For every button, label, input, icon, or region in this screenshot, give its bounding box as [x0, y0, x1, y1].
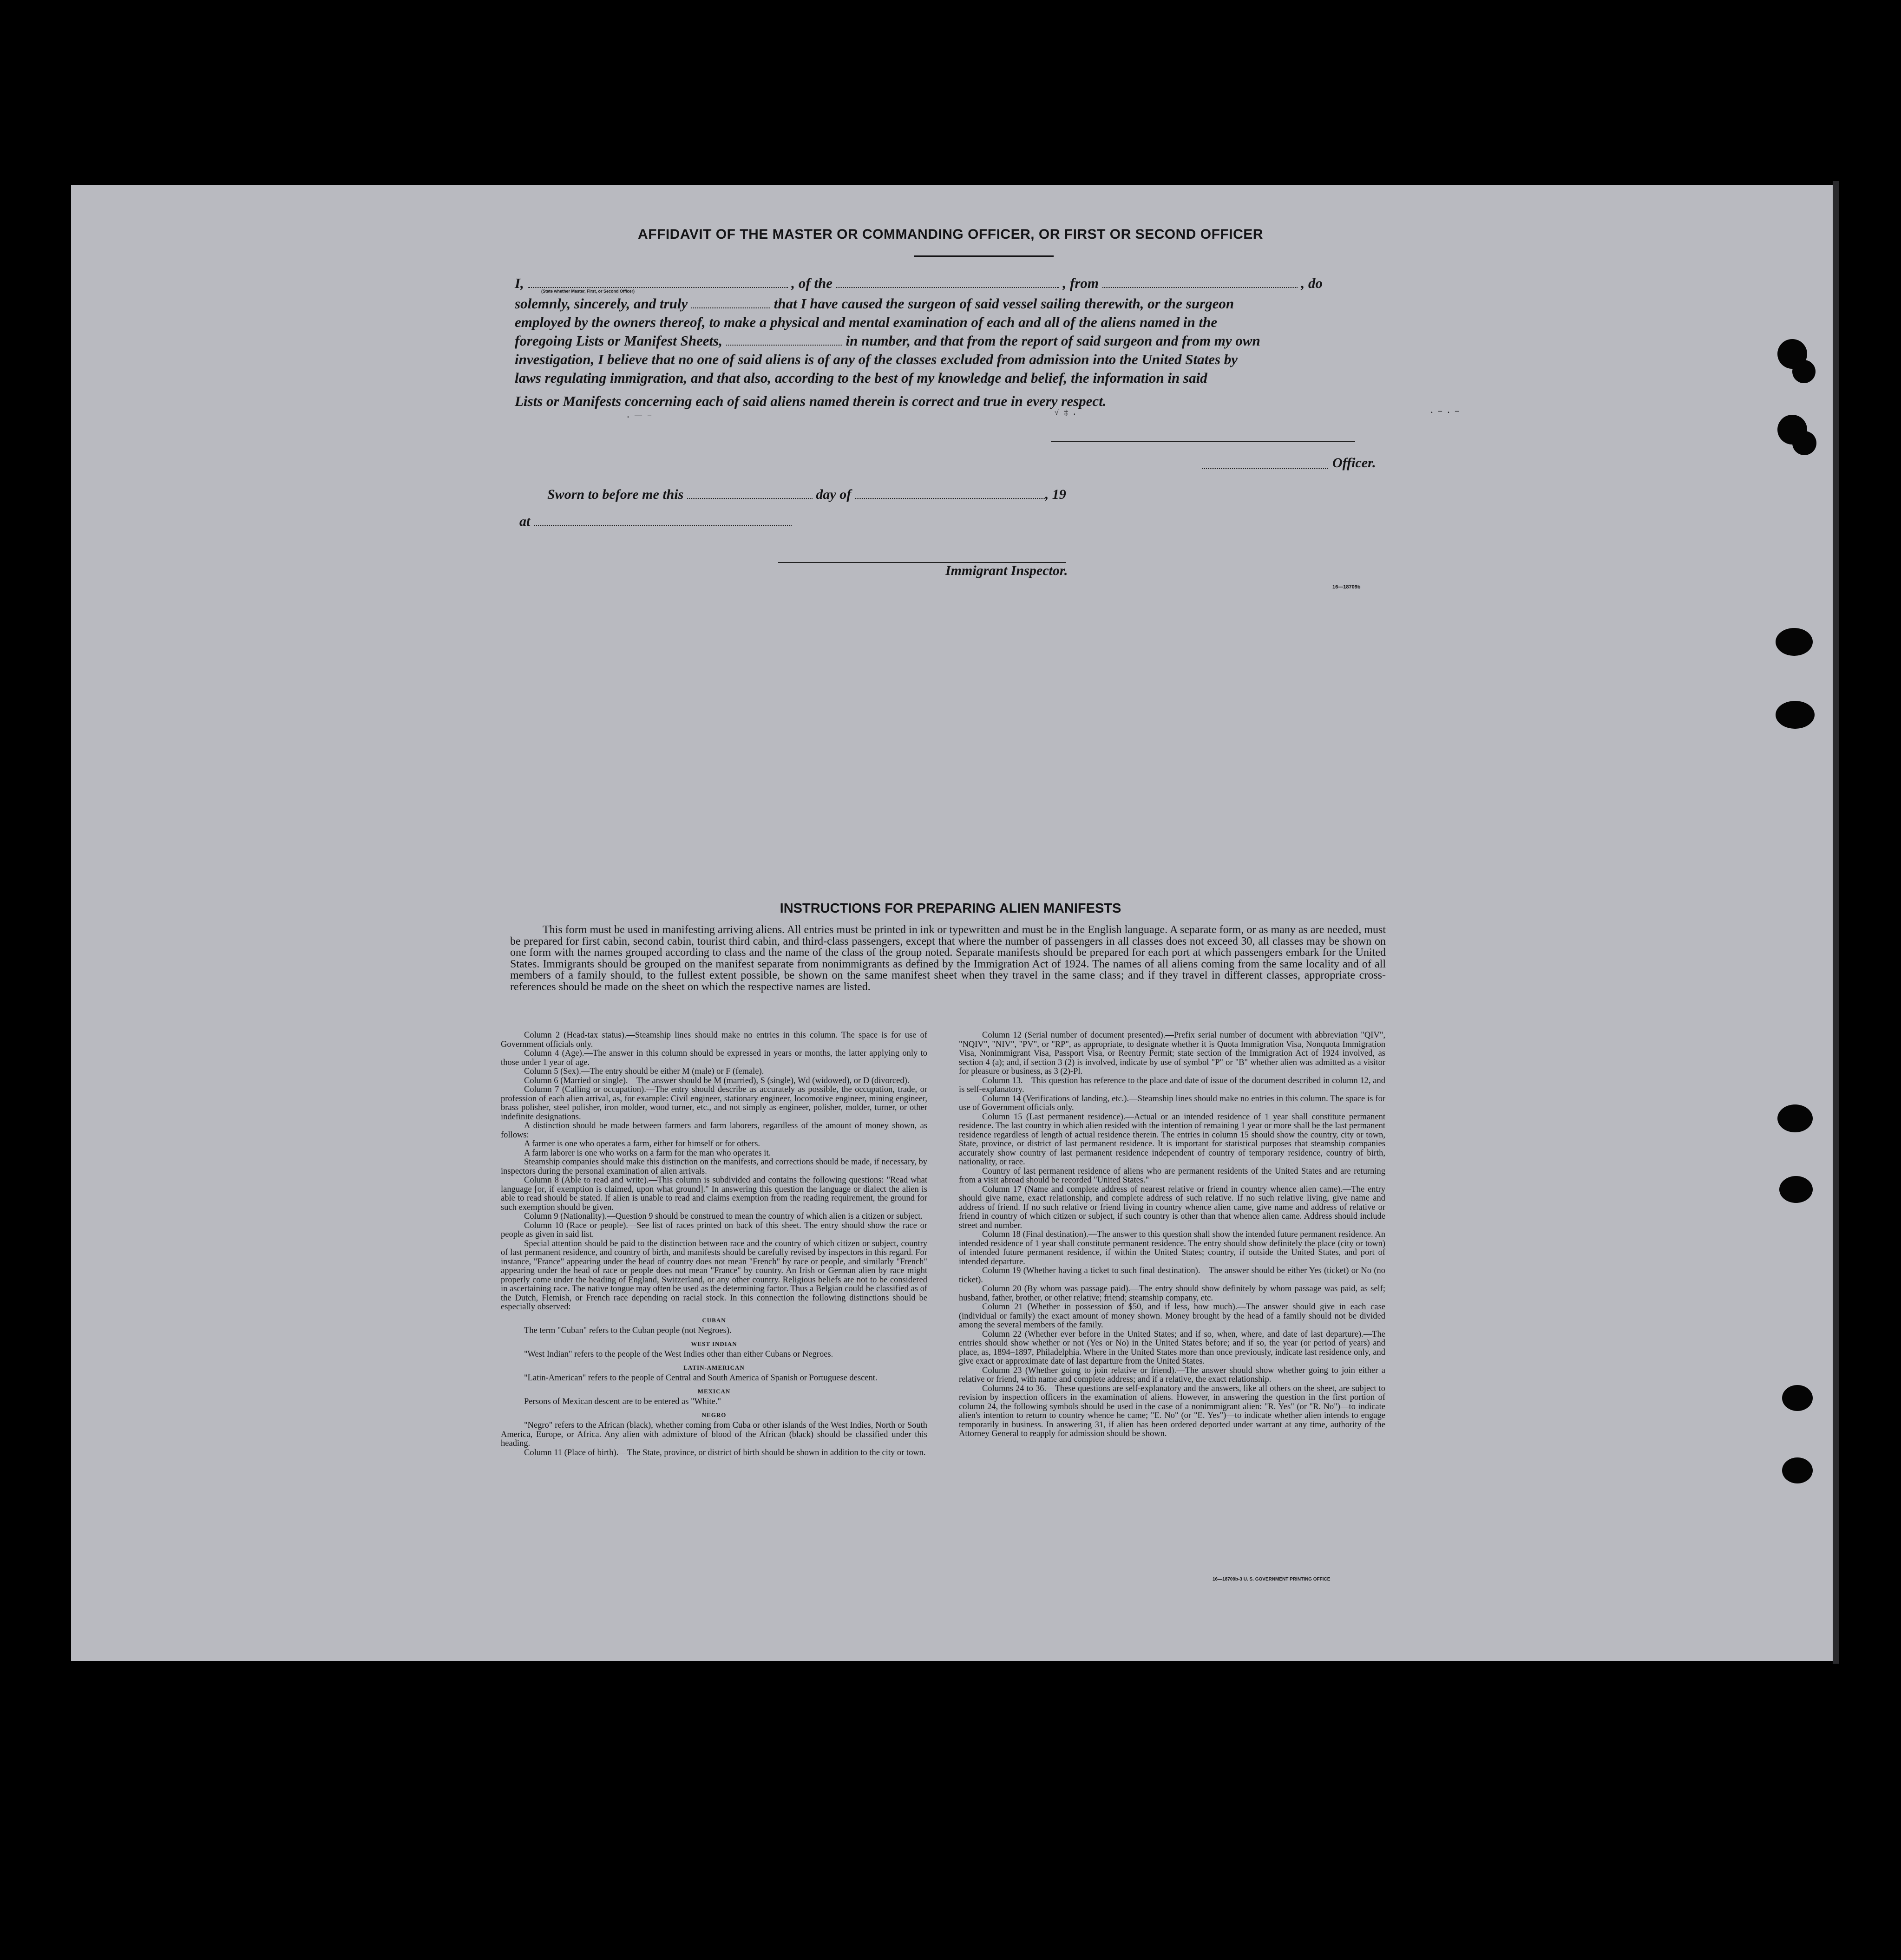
punch-hole	[1782, 1385, 1813, 1411]
race-definition: "Latin-American" refers to the people of Central and South America of Spanish or Portuguese descent.	[524, 1373, 878, 1383]
instruction-paragraph: Column 19 (Whether having a ticket to such final destination).—The answer should be either Yes (ticket) or No (no ticket).	[959, 1266, 1385, 1285]
text-do: , do	[1301, 275, 1323, 291]
punch-hole	[1792, 431, 1816, 455]
text-of-the: , of the	[791, 275, 833, 291]
punch-hole	[1779, 1176, 1813, 1203]
text-i: I,	[515, 275, 524, 291]
affidavit-line-1	[515, 275, 1383, 292]
officer-title-line[interactable]	[1202, 468, 1328, 469]
instruction-paragraph: Column 4 (Age).—The answer in this column should be expressed in years or months, the latter applying only to those under 1 year of age.	[501, 1049, 927, 1067]
instruction-paragraph: Columns 24 to 36.—These questions are self-explanatory and the answers, like all others on the sheet, are subject to revision by inspection officers in the examination of aliens. However, in answering the question in the first portion of column 24, the following symbols should be used in the case of a nonimmigrant alien: "R. Yes" (or "R. No")—to indicate alien's intention to return to country whence he came; "E. No" (or "E. Yes")—to indicate whether alien intends to engage temporarily in business. In answering 31, if alien has been ordered deported under warrant at any time, authority of the Attorney General to reapply for admission should be shown.	[959, 1384, 1385, 1438]
affidavit-title: AFFIDAVIT OF THE MASTER OR COMMANDING OFFICER, OR FIRST OR SECOND OFFICER	[638, 227, 1263, 242]
instruction-paragraph: Column 20 (By whom was passage paid).—The entry should show definitely by whom passage was paid, as self; husband, father, brother, or other relative; friend; steamship company, etc.	[959, 1284, 1385, 1303]
affidavit-line-6: laws regulating immigration, and that also, according to the best of my knowledge and belief, the information in said	[515, 370, 1207, 386]
ink-marks: . — ‒	[627, 412, 653, 419]
instruction-paragraph: Column 14 (Verifications of landing, etc.).—Steamship lines should make no entries in this column. The space is for use of Government officials only.	[959, 1094, 1385, 1112]
printing-office-footer: 16—18709b-3 U. S. GOVERNMENT PRINTING OFFICE	[1213, 1577, 1331, 1582]
instruction-paragraph: A farm laborer is one who works on a farm for the man who operates it.	[524, 1148, 771, 1158]
race-heading: WEST INDIAN	[691, 1340, 737, 1347]
instruction-paragraph: Column 21 (Whether in possession of $50, and if less, how much).—The answer should give in each case (individual or family) the exact amount of money shown. Money brought by the head of a family should not be divided among the several members of the family.	[959, 1302, 1385, 1330]
instruction-paragraph: Country of last permanent residence of aliens who are permanent residents of the United States and are returning from a visit abroad should be recorded "United States."	[959, 1166, 1385, 1185]
affidavit-line-5: investigation, I believe that no one of said aliens is of any of the classes excluded from admission into the United States by	[515, 351, 1238, 367]
officer-rank-field[interactable]	[528, 287, 788, 288]
vessel-name-field[interactable]	[836, 287, 1059, 288]
instruction-paragraph: Column 5 (Sex).—The entry should be either M (male) or F (female).	[524, 1067, 764, 1076]
at-line	[519, 514, 792, 529]
line-text: , 19	[1045, 487, 1066, 502]
punch-hole	[1792, 360, 1816, 383]
instructions-intro: This form must be used in manifesting arriving aliens. All entries must be printed in ink or typewritten and must be in the English language. A separate form, or as many as are needed, must be prepared for first cabin, second cabin, tourist third cabin, and third-class passengers, except that where the number of passengers in all classes does not exceed 30, all classes may be shown on one form with the names grouped according to class and the name of the class of the group noted. Separate manifests should be prepared for each port at which passengers embark for the United States. Immigrants should be grouped on the manifest separate from nonimmigrants as defined by the Immigration Act of 1924. The names of all aliens coming from the same locality and of all members of a family should, to the fullest extent possible, be shown on the same manifest sheet when they travel in the same class; and if they travel in different classes, appropriate cross-references should be made on the sheet on which the respective names are listed.	[510, 924, 1386, 993]
sworn-line	[547, 487, 1066, 503]
punch-hole	[1776, 701, 1815, 729]
instruction-paragraph: Steamship companies should make this distinction on the manifests, and corrections should be made, if necessary, by inspectors during the personal examination of alien arrivals.	[501, 1157, 927, 1176]
text-from: , from	[1062, 275, 1099, 291]
punch-hole	[1777, 1104, 1813, 1132]
line-text: in number, and that from the report of said surgeon and from my own	[846, 333, 1260, 349]
instruction-paragraph: A farmer is one who operates a farm, either for himself or for others.	[524, 1139, 760, 1149]
instruction-paragraph: Column 6 (Married or single).—The answer should be M (married), S (single), Wd (widowed), or D (divorced).	[524, 1076, 910, 1085]
sheet-count-field[interactable]	[726, 344, 842, 346]
sworn-month-field[interactable]	[855, 497, 1045, 499]
affidavit-line-4	[515, 333, 1383, 349]
affidavit-line-7: Lists or Manifests concerning each of said aliens named therein is correct and true in every respect.	[515, 393, 1107, 409]
port-from-field[interactable]	[1102, 287, 1298, 288]
instruction-paragraph: Column 23 (Whether going to join relative or friend).—The answer should show whether going to join either a relative or friend, with name and complete address; and if a relative, the exact relationship.	[959, 1365, 1385, 1384]
instruction-paragraph: Column 2 (Head-tax status).—Steamship lines should make no entries in this column. The space is for use of Government officials only.	[501, 1031, 927, 1049]
ink-marks: √ ‡ .	[1055, 409, 1077, 417]
instruction-paragraph: Special attention should be paid to the distinction between race and the country of which citizen or subject, country of last permanent residence, and country of birth, and manifests should be carefully revised by inspectors in this regard. For instance, "France" appearing under the head of country does not mean "French" by race or people, and similarly "French" appearing under the head of race or people does not mean "France" by country. An Irish or German alien by race might properly come under the heading of England, Switzerland, or any other country. Religious beliefs are not to be considered in ascertaining race. The native tongue may often be used as the determining factor. Thus a Belgian could be classified as of the Dutch, Flemish, or French race depending on racial stock. In this connection the following distinctions should be especially observed:	[501, 1239, 927, 1312]
instruction-paragraph: Column 7 (Calling or occupation).—The entry should describe as accurately as possible, the occupation, trade, or profession of each alien arrival, as, for example: Civil engineer, stationary engineer, locomotive engineer, mining engineer, brass polisher, steel polisher, iron molder, wood turner, etc., and not simply as engineer, polisher, molder, turner, or other indefinite designations.	[501, 1085, 927, 1122]
race-definition: "Negro" refers to the African (black), whether coming from Cuba or other islands of the West Indies, North or South America, Europe, or Africa. Any alien with admixture of blood of the African (black) should be classified under this heading.	[501, 1421, 927, 1448]
officer-rank-note: (State whether Master, First, or Second Officer)	[541, 289, 635, 294]
race-heading: LATIN-AMERICAN	[683, 1364, 745, 1371]
instructions-right-column	[959, 1031, 1385, 1439]
race-heading: MEXICAN	[697, 1387, 731, 1395]
instruction-paragraph: Column 15 (Last permanent residence).—Actual or an intended residence of 1 year shall constitute permanent residence. The last country in which alien resided with the intention of remaining 1 year or more shall be the last permanent residence regardless of length of actual residence therein. The entries in column 15 should show the country, city or town, State, province, or district of last permanent residence. It is important for statistical purposes that steamship companies accurately show country of last permanent residence independent of country of temporary residence, country of birth, nationality, or race.	[959, 1112, 1385, 1167]
form-number: 16—18709b	[1332, 584, 1361, 590]
affidavit-line-2	[515, 295, 1383, 312]
race-heading: NEGRO	[701, 1411, 727, 1418]
sworn-place-field[interactable]	[534, 524, 792, 526]
instruction-paragraph: Column 17 (Name and complete address of nearest relative or friend in country whence alien came).—The entry should give name, exact relationship, and complete address of such relative. If no such relative living, give name and address of friend. If no such relative or friend living in country whence alien came, give name and address of relative or friend in country of which citizen or subject, if such country is other than that whence alien came. Address should include street and number.	[959, 1184, 1385, 1230]
instruction-paragraph: Column 10 (Race or people).—See list of races printed on back of this sheet. The entry should show the race or people as given in said list.	[501, 1221, 927, 1239]
instructions-left-column	[501, 1031, 927, 1457]
punch-hole	[1776, 628, 1813, 656]
instruction-paragraph: Column 11 (Place of birth).—The State, province, or district of birth should be shown in addition to the city or town.	[524, 1448, 926, 1457]
line-text: at	[519, 514, 531, 529]
instruction-paragraph: Column 12 (Serial number of document presented).—Prefix serial number of document with abbreviation "QIV", "NQIV", "NIV", "PV", or "RP", as appropriate, to designate whether it is Quota Immigration Visa, Nonquota Immigration Visa, Nonimmigrant Visa, Passport Visa, or Reentry Permit; state section of the Immigration Act of 1924 involved, as section 4 (a); and, if section 3 (2) is involved, indicate by use of symbol "P" or "B" whether alien was admitted as a visitor for pleasure or business, as 3 (2)-Pl.	[959, 1031, 1385, 1076]
punch-hole	[1782, 1457, 1813, 1483]
sworn-day-field[interactable]	[687, 497, 813, 499]
line-text: solemnly, sincerely, and truly	[515, 295, 688, 312]
instruction-paragraph: Column 8 (Able to read and write).—This column is subdivided and contains the following questions: "Read what language [or, if exemption is claimed, upon what ground]." In answering this question the language or dialect the alien is able to read should be stated. If alien is unable to read and claims exemption from the reading requirement, the ground for such exemption should be given.	[501, 1176, 927, 1212]
race-definition: "West Indian" refers to the people of the West Indies other than either Cubans or Negroes.	[524, 1350, 833, 1359]
line-text: day of	[816, 487, 852, 502]
instruction-paragraph: Column 13.—This question has reference to the place and date of issue of the document described in column 12, and is self-explanatory.	[959, 1076, 1385, 1094]
line-text: foregoing Lists or Manifest Sheets,	[515, 333, 722, 349]
officer-label: Officer.	[1332, 455, 1376, 470]
instruction-paragraph: Column 18 (Final destination).—The answer to this question shall show the intended future permanent residence. An intended residence of 1 year shall constitute permanent residence. The entry should show definitely the place (city or town) of intended future permanent residence, if within the United States; country, if outside the United States, and port of intended departure.	[959, 1230, 1385, 1267]
race-definition: The term "Cuban" refers to the Cuban people (not Negroes).	[524, 1326, 732, 1335]
inspector-label: Immigrant Inspector.	[945, 563, 1068, 578]
sheet-edge	[1833, 181, 1839, 1664]
line-text: Sworn to before me this	[547, 487, 684, 502]
instruction-paragraph: A distinction should be made between farmers and farm laborers, regardless of the amount of money shown, as follows:	[501, 1121, 927, 1140]
line-text: that I have caused the surgeon of said vessel sailing therewith, or the surgeon	[774, 295, 1234, 312]
race-heading: CUBAN	[702, 1316, 726, 1324]
affidavit-line-3: employed by the owners thereof, to make a physical and mental examination of each and all of the aliens named in the	[515, 314, 1218, 330]
instructions-title: INSTRUCTIONS FOR PREPARING ALIEN MANIFESTS	[780, 901, 1121, 916]
instruction-paragraph: Column 9 (Nationality).—Question 9 should be construed to mean the country of which alien is a citizen or subject.	[524, 1212, 923, 1221]
ink-marks: . ‒ . ‒	[1431, 407, 1461, 415]
instruction-paragraph: Column 22 (Whether ever before in the United States; and if so, when, where, and date of last departure).—The entries should show whether or not (Yes or No) in the United States before; and if so, the year (or period of years) and place, as, 1894–1897, Philadelphia. Where in the United States more than once previously, indicate last residence only, and give exact or approximate date of last departure from the United States.	[959, 1329, 1385, 1366]
oath-field[interactable]	[691, 307, 770, 308]
race-definition: Persons of Mexican descent are to be entered as "White."	[524, 1397, 721, 1406]
master-signature-line[interactable]	[1051, 441, 1355, 442]
title-rule	[914, 255, 1054, 257]
